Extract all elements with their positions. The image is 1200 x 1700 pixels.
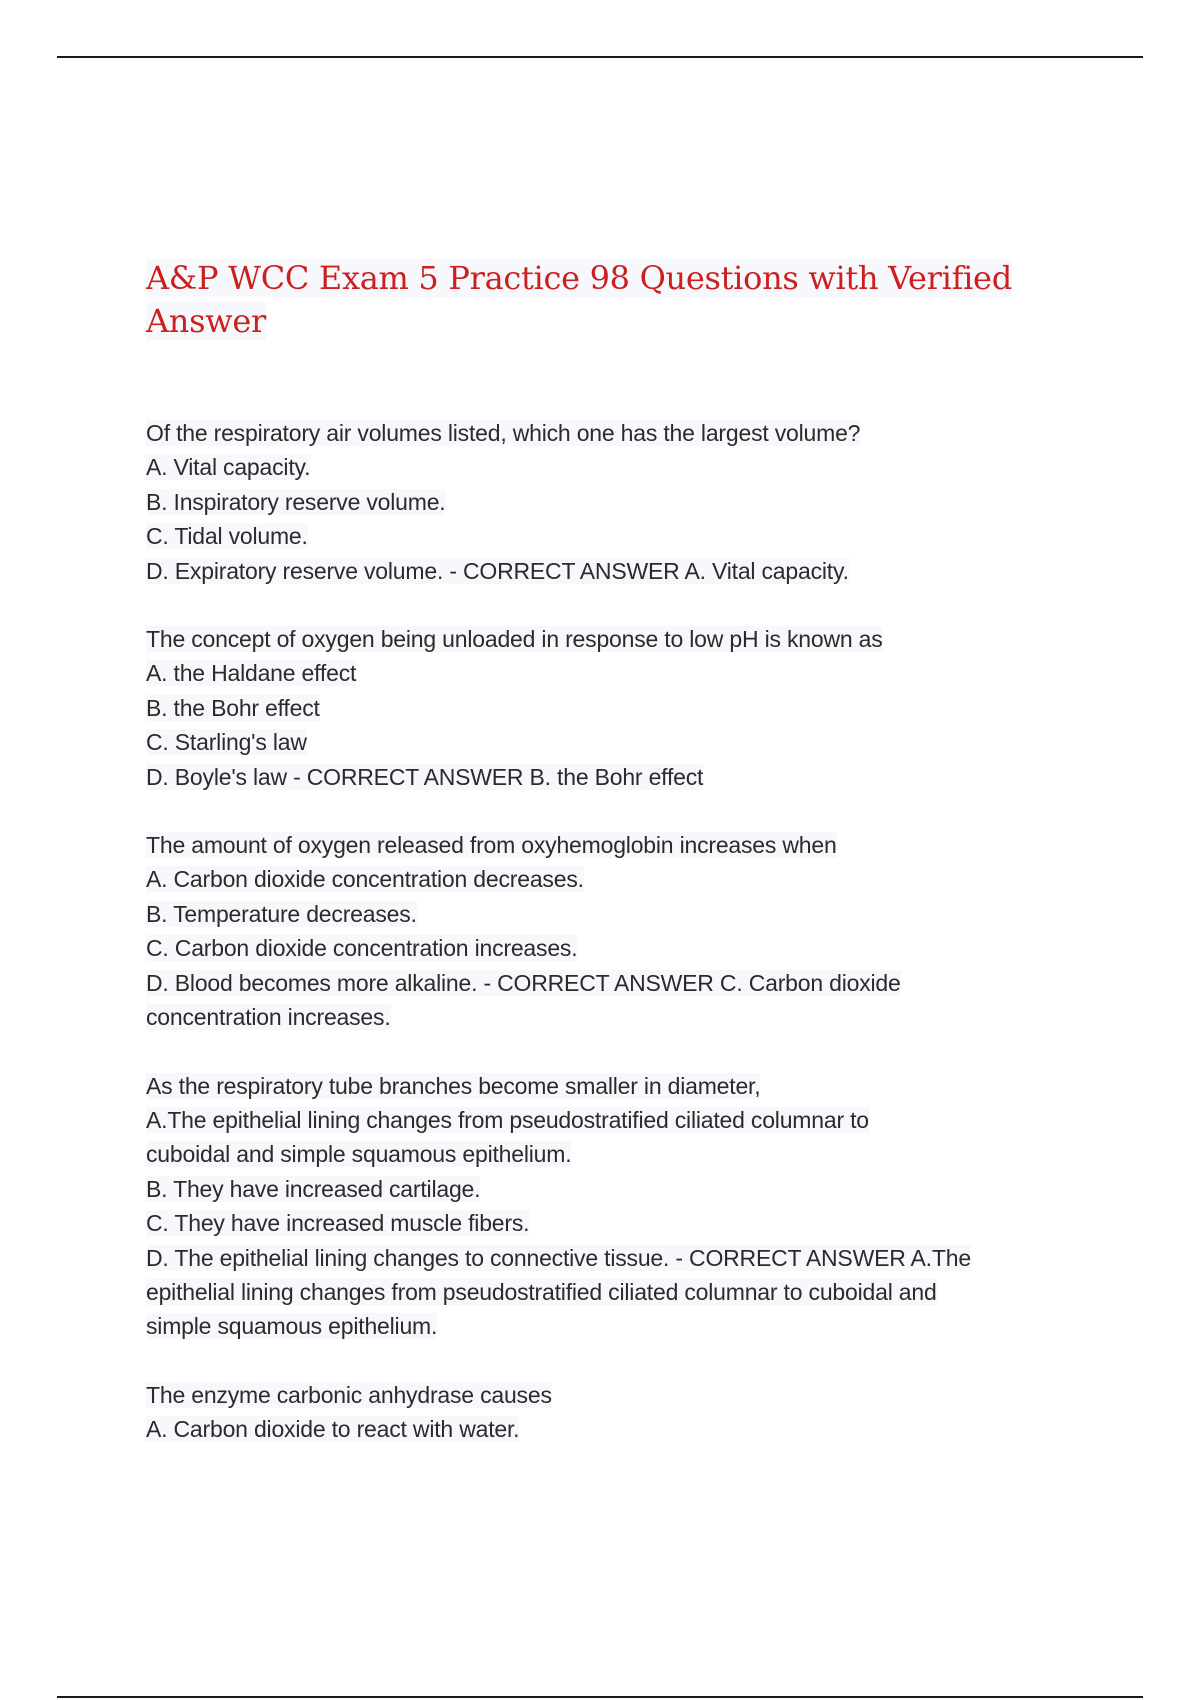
question-line-text: As the respiratory tube branches become smaller in diameter, (146, 1072, 761, 1099)
question-list (146, 416, 1076, 1447)
question-line-text: The amount of oxygen released from oxyhemoglobin increases when (146, 832, 837, 859)
question-line-text: The concept of oxygen being unloaded in response to low pH is known as (146, 626, 883, 653)
question-line (146, 1275, 1076, 1309)
question-line (146, 1103, 1076, 1137)
question-line-text: Of the respiratory air volumes listed, which one has the largest volume? (146, 420, 861, 446)
question-line (146, 450, 1076, 484)
question-line (146, 485, 1076, 519)
document-body (146, 257, 1076, 1481)
question-line (146, 1069, 1076, 1103)
question-line-text: A. Carbon dioxide to react with water. (146, 1416, 520, 1443)
question-block (146, 828, 1076, 1034)
question-block (146, 1378, 1076, 1447)
question-line (146, 1241, 1076, 1275)
question-line (146, 1206, 1076, 1240)
question-line (146, 656, 1076, 690)
question-line (146, 897, 1076, 931)
document-title-text: A&P WCC Exam 5 Practice 98 Questions with Verified Answer (146, 259, 1012, 340)
question-block (146, 1069, 1076, 1344)
question-line (146, 1378, 1076, 1412)
question-line (146, 1309, 1076, 1343)
question-line-text: C. They have increased muscle fibers. (146, 1210, 530, 1237)
question-line-text: C. Carbon dioxide concentration increases. (146, 935, 578, 962)
question-line (146, 931, 1076, 965)
question-line-text: A. the Haldane effect (146, 660, 357, 687)
question-line (146, 760, 1076, 794)
question-line-text: A.The epithelial lining changes from pseudostratified ciliated columnar to (146, 1106, 869, 1133)
question-line-text: C. Starling's law (146, 729, 307, 756)
question-line-text: D. The epithelial lining changes to connective tissue. - CORRECT ANSWER A.The (146, 1244, 971, 1271)
question-line (146, 966, 1076, 1000)
document-title (146, 257, 1076, 343)
question-block (146, 622, 1076, 794)
question-line (146, 862, 1076, 896)
question-line-text: B. They have increased cartilage. (146, 1175, 481, 1202)
question-line (146, 691, 1076, 725)
question-line-text: epithelial lining changes from pseudostratified ciliated columnar to cuboidal and (146, 1278, 937, 1305)
question-line (146, 725, 1076, 759)
question-line-text: simple squamous epithelium. (146, 1313, 438, 1340)
question-line (146, 519, 1076, 553)
footer-rule (57, 1696, 1143, 1698)
question-line-text: concentration increases. (146, 1004, 391, 1031)
question-line-text: A. Carbon dioxide concentration decreases. (146, 866, 584, 893)
question-line-text: A. Vital capacity. (146, 454, 311, 481)
question-block (146, 416, 1076, 588)
question-line-text: B. Temperature decreases. (146, 900, 417, 927)
question-line (146, 416, 1076, 450)
question-line (146, 1172, 1076, 1206)
question-line (146, 828, 1076, 862)
question-line (146, 554, 1076, 588)
question-line-text: D. Boyle's law - CORRECT ANSWER B. the Bohr effect (146, 763, 704, 790)
question-line-text: B. Inspiratory reserve volume. (146, 488, 446, 515)
question-line-text: D. Expiratory reserve volume. - CORRECT ANSWER A. Vital capacity. (146, 557, 849, 584)
header-rule (57, 56, 1143, 58)
question-line-text: cuboidal and simple squamous epithelium. (146, 1141, 572, 1168)
question-line-text: The enzyme carbonic anhydrase causes (146, 1381, 552, 1408)
question-line (146, 622, 1076, 656)
question-line (146, 1412, 1076, 1446)
question-line-text: B. the Bohr effect (146, 694, 320, 721)
question-line (146, 1137, 1076, 1171)
question-line (146, 1000, 1076, 1034)
question-line-text: D. Blood becomes more alkaline. - CORRECT ANSWER C. Carbon dioxide (146, 969, 901, 996)
question-line-text: C. Tidal volume. (146, 523, 308, 550)
